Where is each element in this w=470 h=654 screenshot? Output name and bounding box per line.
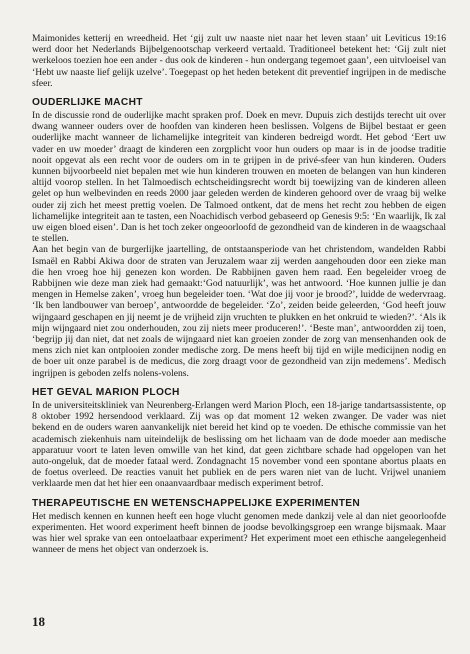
heading-ouderlijke-macht: OUDERLIJKE MACHT — [32, 97, 143, 109]
page-number: 18 — [32, 614, 45, 629]
intro-paragraph: Maimonides ketterij en wreedheid. Het ‘gij zult uw naaste niet naar het leven staan’ uit Leviticus 19:16 werd door het Nederlands Bijbelgenootschap verkeerd vertaald. Traditioneel betekent het: ‘Gij zult niet werkeloos toezien hoe een ander - dus ook de kinderen - hun ondergang tegemoet gaan’, een uitvloeisel van ‘Hebt uw naaste lief gelijk uzelve’. Toegepast op het heden betekent dit preventief ingrijpen in de medische sfeer. — [32, 33, 446, 89]
ploch-paragraph-1: In de universiteitskliniek van Neurenberg-Erlangen werd Marion Ploch, een 18-jarige tandartsassistente, op 8 oktober 1992 hersendood verklaard. Zij was op dat moment 12 weken zwanger. De vader was niet bekend en de ouders waren aanvankelijk niet bereid het kind op te voeden. De ethische commissie van het academisch ziekenhuis nam uiteindelijk de beslissing om het lichaam van de dode moeder aan medische apparatuur voort te laten leven omwille van het kind, dat geen zichtbare schade had opgelopen van het auto-ongeluk, dat de moeder fataal werd. Zondagnacht 15 november vond een spontane abortus plaats en de foetus overleed. De reacties vanuit het publiek en de pers waren niet van de lucht. Vrijwel unaniem verklaarde men dat het hier een onaanvaardbaar medisch experiment betrof. — [32, 399, 446, 490]
heading-geval-marion-ploch: HET GEVAL MARION PLOCH — [32, 386, 180, 398]
experimenten-paragraph-1: Het medisch kennen en kunnen heeft een hoge vlucht genomen mede dankzij vele al dan niet geoorloofde experimenten. Het woord experiment heeft binnen de joodse bevolkingsgroep een wrange bijsmaak. Maar was hier wel sprake van een ontoelaatbaar experiment? Het experiment moet een ethische aangelegenheid wanneer de mens het object van onderzoek is. — [32, 510, 446, 556]
ouderlijke-paragraph-1: In de discussie rond de ouderlijke macht spraken prof. Doek en mevr. Dupuis zich destijds terecht uit over dwang wanneer ouders over de hoofden van kinderen heen beslissen. Volgens de Bijbel bestaat er geen ouderlijke macht wanneer de lichamelijke integriteit van kinderen bedreigd wordt. Het gebod ‘Eert uw vader en uw moeder’ draagt de kinderen een zorgplicht voor hun ouders op maar is in de joodse traditie nooit opgevat als een recht voor de ouders om in te grijpen in de privé-sfeer van hun kinderen. Ouders kunnen bijvoorbeeld niet bepalen met wie hun kinderen trouwen en moeten de belangen van hun kinderen altijd voorop stellen. In het Talmoedisch echtscheidingsrecht wordt bij toewijzing van de kinderen alleen gelet op hun welbevinden en reeds 2000 jaar geleden werden de kinderen gehoord over de vraag bij welke ouder zij zich het meest prettig voelen. De Talmoed ontkent, dat de mens het recht zou hebben de eigen lichamelijke integriteit aan te tasten, een Noachidisch verbod gebaseerd op Genesis 9:5: ‘En waarlijk, Ik zal uw eigen bloed eisen’. Dan is het toch zeker ongeoorloofd de gezondheid van de kinderen in de waagschaal te stellen. — [32, 110, 446, 245]
heading-experimenten: THERAPEUTISCHE EN WETENSCHAPPELIJKE EXPERIMENTEN — [32, 497, 361, 509]
ouderlijke-paragraph-2: Aan het begin van de burgerlijke jaartelling, de ontstaansperiode van het christendom, wandelden Rabbi Ismaël en Rabbi Akiwa door de straten van Jeruzalem waar zij werden aangehouden door een zieke man die hen vroeg hoe hij genezen kon worden. De Rabbijnen gaven hem raad. Een begeleider vroeg de Rabbijnen wie deze man ziek had gemaakt:‘God natuurlijk’, was het antwoord. ‘Hoe kunnen jullie je dan mengen in Hemelse zaken’, vroeg hun begeleider toen. ‘Wat doe jij voor je brood?’, luidde de wedervraag. ‘Ik ben landbouwer van beroep’, antwoordde de begeleider. ‘Zo’, zeiden beide geleerden, ‘God heeft jouw wijngaard geschapen en jij neemt je de vrijheid zijn vruchten te plukken en het onkruid te wieden?’. ‘Als ik mijn wijngaard niet zou onderhouden, zou zij niets meer produceren!’. ‘Beste man’, antwoordden zij toen, ‘begrijp jij dan niet, dat net zoals de wijngaard niet kan groeien zonder de zorg van mensenhanden ook de mens zich niet kan ontplooien zonder medische zorg. De mens heeft bij tijd en wijle medicijnen nodig en de boer uit onze parabel is de medicus, die zorg draagt voor de gezondheid van zijn medemens’. Medisch ingrijpen is geboden zelfs nolens-volens. — [32, 244, 446, 379]
